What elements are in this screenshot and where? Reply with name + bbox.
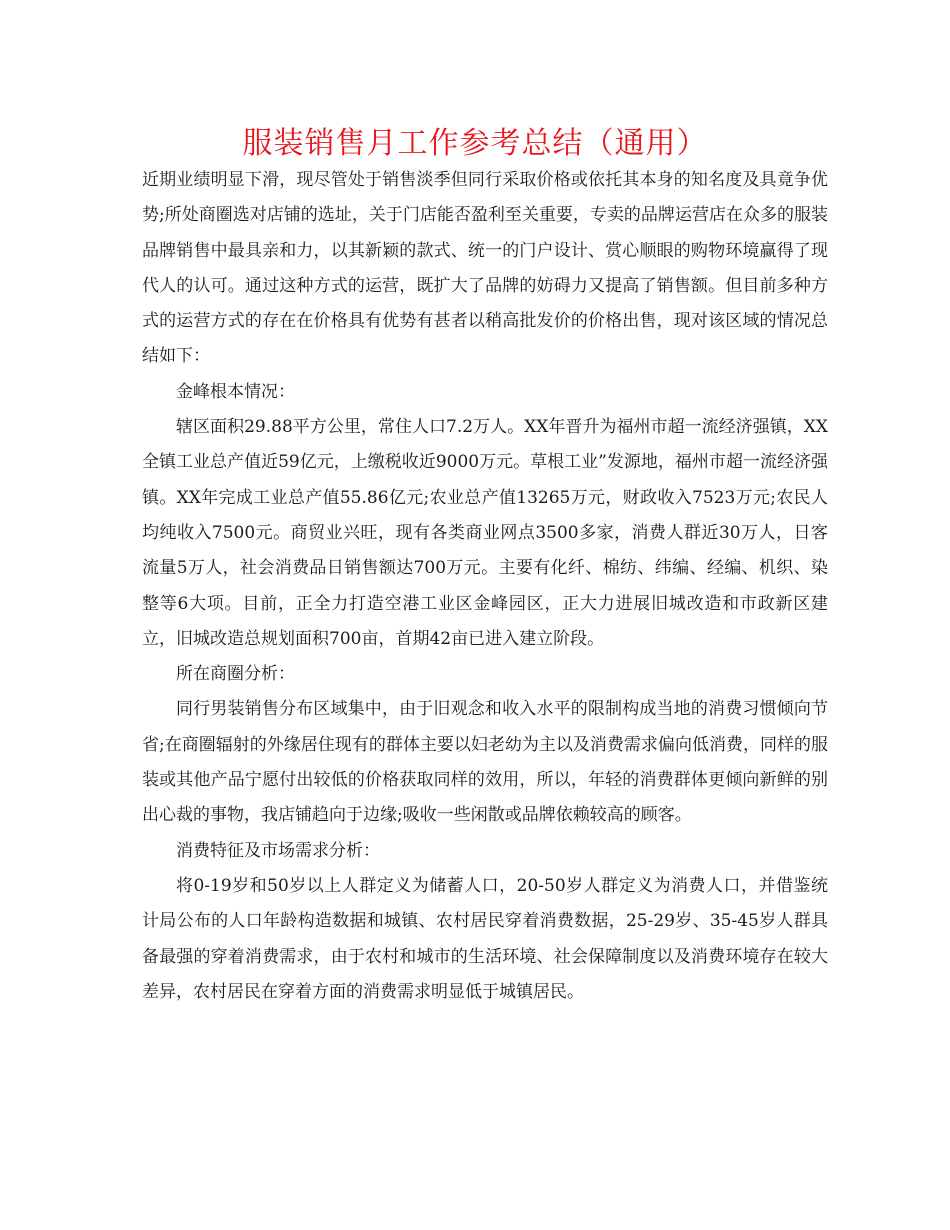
document-body [142, 163, 828, 1010]
heading-consumer-analysis: 消费特征及市场需求分析： [176, 840, 380, 861]
heading-trade-area: 所在商圈分析： [176, 664, 295, 685]
paragraph-jinfeng-basics: 辖区面积29.88平方公里，常住人口7.2万人。XX年晋升为福州市超一流经济强镇，XX全镇工业总产值近59亿元，上缴税收近9000万元。草根工业”发源地，福州市超一流经济强镇。XX年完成工业总产值55.86亿元;农业总产值13265万元，财政收入7523万元;农民人均纯收入7500元。商贸业兴旺，现有各类商业网点3500多家，消费人群近30万人，日客流量5万人，社会消费品日销售额达700万元。主要有化纤、棉纺、纬编、经编、机织、染整等6大项。目前，正全力打造空港工业区金峰园区，正大力进展旧城改造和市政新区建立，旧城改造总规划面积700亩，首期42亩已进入建立阶段。 [142, 417, 828, 649]
paragraph-trade-area: 同行男装销售分布区域集中，由于旧观念和收入水平的限制构成当地的消费习惯倾向节省;在商圈辐射的外缘居住现有的群体主要以妇老幼为主以及消费需求偏向低消费，同样的服装或其他产品宁愿付出较低的价格获取同样的效用，所以，年轻的消费群体更倾向新鲜的别出心裁的事物，我店铺趋向于边缘;吸收一些闲散或品牌依赖较高的顾客。 [142, 699, 828, 826]
document-title: 服装销售月工作参考总结（通用） [242, 126, 708, 161]
heading-jinfeng-basics: 金峰根本情况： [176, 381, 295, 402]
paragraph-consumer-analysis: 将0-19岁和50岁以上人群定义为储蓄人口，20-50岁人群定义为消费人口，并借鉴统计局公布的人口年龄构造数据和城镇、农村居民穿着消费数据，25-29岁、35-45岁人群具备最强的穿着消费需求，由于农村和城市的生活环境、社会保障制度以及消费环境存在较大差异，农村居民在穿着方面的消费需求明显低于城镇居民。 [142, 875, 828, 1002]
paragraph-intro: 近期业绩明显下滑，现尽管处于销售淡季但同行采取价格或依托其本身的知名度及具竟争优势;所处商圈选对店铺的选址，关于门店能否盈利至关重要，专卖的品牌运营店在众多的服装品牌销售中最具亲和力，以其新颖的款式、统一的门户设计、赏心顺眼的购物环境赢得了现代人的认可。通过这种方式的运营，既扩大了品牌的妨碍力又提高了销售额。但目前多种方式的运营方式的存在在价格具有优势有甚者以稍高批发价的价格出售，现对该区域的情况总结如下： [142, 170, 828, 367]
